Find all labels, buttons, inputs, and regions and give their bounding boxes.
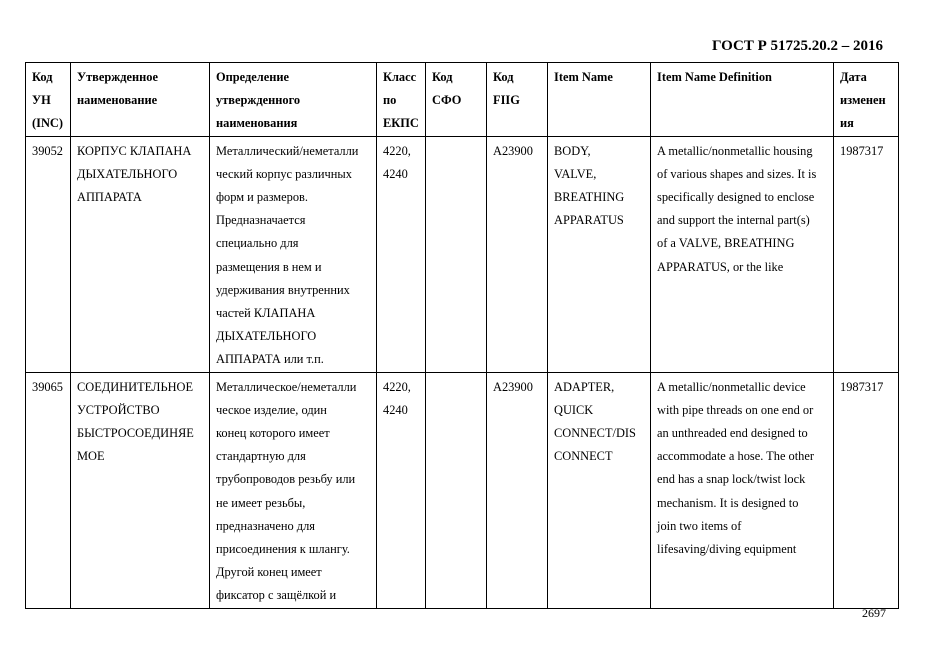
cell-change-date: 1987317	[834, 372, 899, 608]
col-header-approved-name: Утвержденное наименование	[71, 63, 210, 137]
col-header-inc: Код УН (INC)	[26, 63, 71, 137]
cell-ekps-class: 4220, 4240	[377, 136, 426, 372]
table-header-row	[26, 63, 899, 137]
item-names-table	[25, 62, 899, 609]
cell-inc: 39065	[26, 372, 71, 608]
cell-definition: Металлический/неметалли ческий корпус различных форм и размеров. Предназначается специально для размещения в нем и удерживания внутренних частей КЛАПАНА ДЫХАТЕЛЬНОГО АППАРАТА или т.п.	[210, 136, 377, 372]
col-header-fiig-code: Код FIIG	[487, 63, 548, 137]
col-header-sfo-code: Код СФО	[426, 63, 487, 137]
cell-definition: Металлическое/неметалли ческое изделие, один конец которого имеет стандартную для трубопроводов резьбу или не имеет резьбы, предназначено для присоединения к шлангу. Другой конец имеет фиксатор с защёлкой и	[210, 372, 377, 608]
col-header-change-date: Дата изменен ия	[834, 63, 899, 137]
col-header-ekps-class: Класс по ЕКПС	[377, 63, 426, 137]
cell-approved-name: КОРПУС КЛАПАНА ДЫХАТЕЛЬНОГО АППАРАТА	[71, 136, 210, 372]
cell-fiig-code: A23900	[487, 372, 548, 608]
table-row	[26, 136, 899, 372]
cell-item-definition: A metallic/nonmetallic device with pipe threads on one end or an unthreaded end designed to accommodate a hose. The other end has a snap lock/twist lock mechanism. It is designed to join two items of lifesaving/diving equipment	[651, 372, 834, 608]
cell-item-name: BODY, VALVE, BREATHING APPARATUS	[548, 136, 651, 372]
cell-ekps-class: 4220, 4240	[377, 372, 426, 608]
cell-inc: 39052	[26, 136, 71, 372]
cell-sfo-code	[426, 372, 487, 608]
cell-change-date: 1987317	[834, 136, 899, 372]
col-header-item-name: Item Name	[548, 63, 651, 137]
cell-fiig-code: A23900	[487, 136, 548, 372]
cell-approved-name: СОЕДИНИТЕЛЬНОЕ УСТРОЙСТВО БЫСТРОСОЕДИНЯЕ МОЕ	[71, 372, 210, 608]
page-number: 2697	[862, 606, 886, 620]
col-header-definition: Определение утвержденного наименования	[210, 63, 377, 137]
table-row	[26, 372, 899, 608]
document-header: ГОСТ Р 51725.20.2 – 2016	[712, 38, 884, 54]
cell-item-definition: A metallic/nonmetallic housing of various shapes and sizes. It is specifically designed to enclose and support the internal part(s) of a VALVE, BREATHING APPARATUS, or the like	[651, 136, 834, 372]
col-header-item-definition: Item Name Definition	[651, 63, 834, 137]
cell-sfo-code	[426, 136, 487, 372]
cell-item-name: ADAPTER, QUICK CONNECT/DIS CONNECT	[548, 372, 651, 608]
